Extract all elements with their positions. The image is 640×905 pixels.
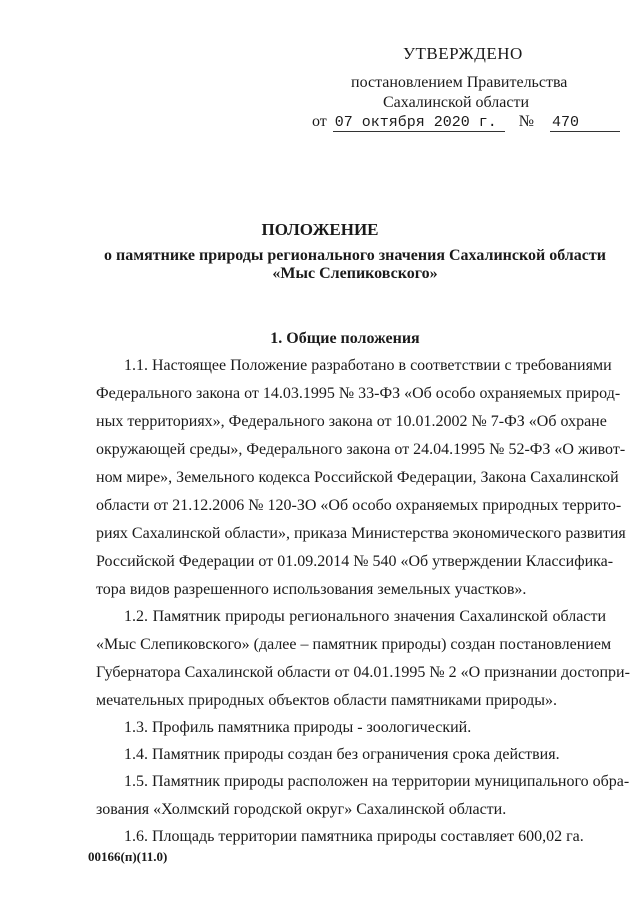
paragraph-line: риях Сахалинской области», приказа Министерства экономического развития xyxy=(96,525,626,542)
paragraph-line: 1.5. Памятник природы расположен на территории муниципального обра- xyxy=(124,773,630,790)
decree-date: 07 октября 2020 г. xyxy=(333,114,505,132)
decree-line-2: Сахалинской области xyxy=(383,94,530,111)
section-heading: 1. Общие положения xyxy=(270,330,420,347)
paragraph-line: 1.6. Площадь территории памятника природы составляет 600,02 га. xyxy=(124,828,584,845)
paragraph-line: окружающей среды», Федерального закона от 24.04.1995 № 52-ФЗ «О живот- xyxy=(96,441,626,458)
document-title: ПОЛОЖЕНИЕ xyxy=(261,220,379,239)
document-code: 00166(п)(11.0) xyxy=(88,849,168,864)
paragraph-line: 1.1. Настоящее Положение разработано в соответствии с требованиями xyxy=(124,357,612,374)
paragraph-line: Губернатора Сахалинской области от 04.01.1995 № 2 «О признании достопри- xyxy=(96,664,630,681)
document-subtitle-line-2: «Мыс Слепиковского» xyxy=(272,265,438,282)
approved-stamp: УТВЕРЖДЕНО xyxy=(403,44,523,63)
number-prefix: № xyxy=(518,113,535,130)
paragraph-line: Федерального закона от 14.03.1995 № 33-ФЗ «Об особо охраняемых природ- xyxy=(96,385,621,402)
paragraph-line: 1.4. Памятник природы создан без ограничения срока действия. xyxy=(124,746,560,763)
paragraph-line: 1.2. Памятник природы регионального значения Сахалинской области xyxy=(124,608,606,625)
decree-date-line xyxy=(312,113,620,132)
paragraph-line: ном мире», Земельного кодекса Российской Федерации, Закона Сахалинской xyxy=(96,469,619,486)
decree-line-1: постановлением Правительства xyxy=(351,74,568,91)
document-subtitle-line-1: о памятнике природы регионального значения Сахалинской области xyxy=(104,247,606,264)
paragraph-line: зования «Холмский городской округ» Сахалинской области. xyxy=(96,801,507,818)
paragraph-line: мечательных природных объектов области памятниками природы». xyxy=(96,692,558,709)
paragraph-line: Российской Федерации от 01.09.2014 № 540 «Об утверждении Классифика- xyxy=(96,553,614,570)
paragraph-line: тора видов разрешенного использования земельных участков». xyxy=(96,581,527,598)
paragraph-line: «Мыс Слепиковского» (далее – памятник природы) создан постановлением xyxy=(96,636,612,653)
date-prefix: от xyxy=(312,113,327,130)
paragraph-line: 1.3. Профиль памятника природы - зоологический. xyxy=(124,719,472,736)
decree-number: 470 xyxy=(550,114,620,132)
paragraph-line: ных территориях», Федерального закона от 10.01.2002 № 7-ФЗ «Об охране xyxy=(96,413,607,430)
paragraph-line: области от 21.12.2006 № 120-ЗО «Об особо охраняемых природных террито- xyxy=(96,497,622,514)
